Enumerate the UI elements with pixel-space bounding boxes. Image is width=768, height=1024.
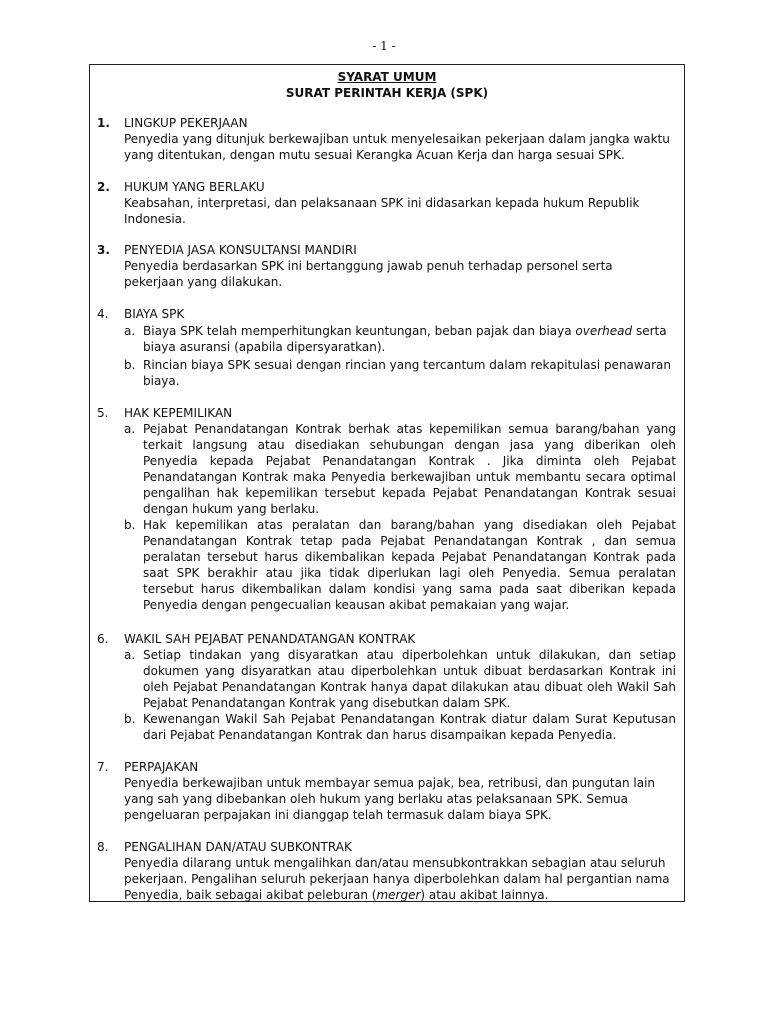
section-heading: LINGKUP PEKERJAAN bbox=[124, 116, 248, 130]
document-frame bbox=[89, 64, 685, 902]
item-label: b. bbox=[124, 518, 136, 532]
section-body bbox=[124, 195, 674, 227]
item-label: a. bbox=[124, 648, 136, 662]
item-text: Hak kepemilikan atas peralatan dan barang/bahan yang disediakan oleh Pejabat Penandatangan Kontrak tetap pada Pejabat Penandatangan Kontrak , dan semua peralatan tersebut harus dikembalikan kepada Pejabat Penandatangan Kontrak pada saat SPK berakhir atau jika tidak diperlukan lagi oleh Penyedia. Semua peralatan tersebut harus dikembalikan dalam kondisi yang sama pada saat diberikan kepada Penyedia dengan pengecualian keausan akibat pemakaian yang wajar. bbox=[143, 518, 676, 612]
section-text: Penyedia yang ditunjuk berkewajiban untuk menyelesaikan pekerjaan dalam jangka waktu yang ditentukan, dengan mutu sesuai Kerangka Acuan Kerja dan harga sesuai SPK. bbox=[124, 132, 670, 162]
page-number: - 1 - bbox=[372, 39, 396, 53]
document-title: SYARAT UMUM bbox=[337, 70, 437, 84]
item-text: Kewenangan Wakil Sah Pejabat Penandatangan Kontrak diatur dalam Surat Keputusan dari Pejabat Penandatangan Kontrak dan harus disampaikan kepada Penyedia. bbox=[143, 712, 676, 742]
section-body bbox=[124, 258, 674, 290]
section-number: 7. bbox=[97, 760, 109, 774]
section-body bbox=[124, 855, 674, 903]
item-text: Pejabat Penandatangan Kontrak berhak atas kepemilikan semua barang/bahan yang terkait langsung atau disediakan sehubungan dengan jasa yang diberikan oleh Penyedia kepada Pejabat Penandatangan Kontrak . Jika diminta oleh Pejabat Penandatangan Kontrak maka Penyedia berkewajiban untuk membantu secara optimal pengalihan hak kepemilikan tersebut kepada Pejabat Penandatangan Kontrak sesuai dengan hukum yang berlaku. bbox=[143, 422, 676, 516]
section-number: 1. bbox=[97, 116, 110, 130]
section-body bbox=[124, 131, 674, 163]
item-text-italic: overhead bbox=[575, 324, 633, 338]
item-label: b. bbox=[124, 712, 136, 726]
section-heading: BIAYA SPK bbox=[124, 307, 185, 321]
section-heading: HUKUM YANG BERLAKU bbox=[124, 180, 265, 194]
item-text-end: serta biaya asuransi (apabila dipersyaratkan). bbox=[143, 324, 667, 354]
section-text: Penyedia berkewajiban untuk membayar semua pajak, bea, retribusi, dan pungutan lain yang sah yang dibebankan oleh hukum yang berlaku atas pelaksanaan SPK. Semua pengeluaran perpajakan ini dianggap telah termasuk dalam biaya SPK. bbox=[124, 776, 656, 822]
section-heading: PENYEDIA JASA KONSULTANSI MANDIRI bbox=[124, 243, 357, 257]
section-text bbox=[124, 855, 674, 903]
section-heading: WAKIL SAH PEJABAT PENANDATANGAN KONTRAK bbox=[124, 632, 416, 646]
section-number: 4. bbox=[97, 307, 109, 321]
item-label: a. bbox=[124, 324, 136, 338]
section-number: 6. bbox=[97, 632, 109, 646]
title-block bbox=[90, 69, 684, 101]
section-heading: PERPAJAKAN bbox=[124, 760, 199, 774]
section-heading: HAK KEPEMILIKAN bbox=[124, 406, 233, 420]
item-text: Rincian biaya SPK sesuai dengan rincian yang tercantum dalam rekapitulasi penawaran biaya. bbox=[143, 358, 671, 388]
section-body bbox=[124, 775, 674, 823]
item-label: a. bbox=[124, 422, 136, 436]
item-text bbox=[143, 323, 676, 355]
item-text-start: Biaya SPK telah memperhitungkan keuntungan, beban pajak dan biaya bbox=[143, 324, 576, 338]
section-text: Keabsahan, interpretasi, dan pelaksanaan SPK ini didasarkan kepada hukum Republik Indonesia. bbox=[124, 196, 640, 226]
section-number: 3. bbox=[97, 243, 110, 257]
document-subtitle: SURAT PERINTAH KERJA (SPK) bbox=[285, 86, 489, 100]
section-heading: PENGALIHAN DAN/ATAU SUBKONTRAK bbox=[124, 840, 352, 854]
item-text: Setiap tindakan yang disyaratkan atau diperbolehkan untuk dilakukan, dan setiap dokumen yang disyaratkan atau diperbolehkan untuk dibuat berdasarkan Kontrak ini oleh Pejabat Penandatangan Kontrak hanya dapat dilakukan atau dibuat oleh Wakil Sah Pejabat Penandatangan Kontrak yang disebutkan dalam SPK. bbox=[143, 648, 676, 710]
section-text-end: ) atau akibat lainnya. bbox=[420, 888, 549, 902]
item-label: b. bbox=[124, 358, 136, 372]
section-text-italic: merger bbox=[376, 888, 421, 902]
section-number: 8. bbox=[97, 840, 109, 854]
section-number: 2. bbox=[97, 180, 110, 194]
section-number: 5. bbox=[97, 406, 109, 420]
section-text: Penyedia berdasarkan SPK ini bertanggung jawab penuh terhadap personel serta pekerjaan yang dilakukan. bbox=[124, 259, 613, 289]
section-text-start: Penyedia dilarang untuk mengalihkan dan/atau mensubkontrakkan sebagian atau seluruh pekerjaan. Pengalihan seluruh pekerjaan hanya diperbolehkan dalam hal pergantian nama Penyedia, baik sebagai akibat peleburan ( bbox=[124, 856, 670, 902]
